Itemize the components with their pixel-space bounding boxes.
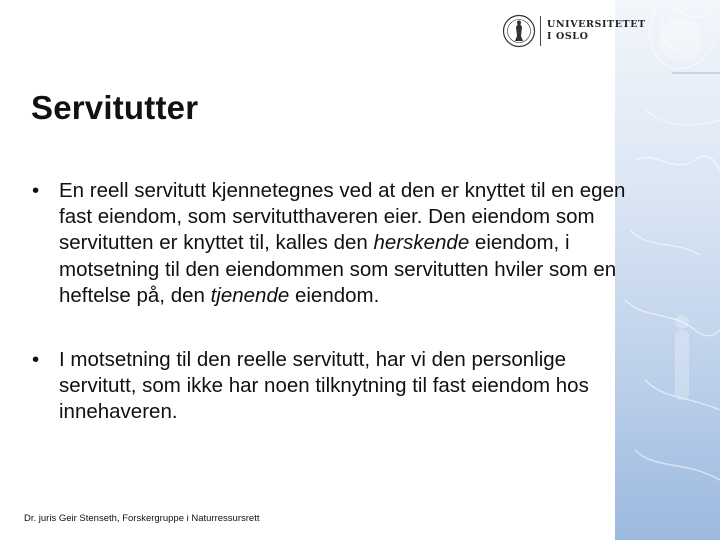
slide-footer: Dr. juris Geir Stenseth, Forskergruppe i Naturressursrett — [24, 513, 260, 524]
bullet-item-1 — [30, 178, 630, 309]
statue-illustration — [615, 0, 720, 540]
logo-divider — [540, 16, 541, 46]
header-divider — [672, 72, 720, 74]
logo-line-2: I OSLO — [547, 31, 589, 42]
logo-line-1: UNIVERSITETET — [547, 19, 646, 30]
bullet-mark: • — [32, 348, 40, 372]
university-seal-icon — [502, 14, 536, 48]
bullet-list — [30, 178, 630, 426]
bullet-1-text-part2: eiendom, i motsetning til den eiendommen som servitutten hviler som en heftelse på, den — [59, 231, 617, 307]
bullet-1-text-part3: eiendom. — [289, 283, 380, 307]
bullet-1-italic-tjenende: tjenende — [210, 283, 290, 307]
bullet-1-italic-herskende: herskende — [373, 231, 470, 255]
bullet-item-2 — [30, 347, 630, 426]
bullet-2-text: I motsetning til den reelle servitutt, har vi den personlige servitutt, som ikke har noen tilknytning til fast eiendom hos innehaveren. — [59, 348, 589, 424]
bullet-mark: • — [32, 179, 40, 202]
decorative-side-panel — [615, 0, 720, 540]
logo-text — [547, 19, 646, 43]
university-logo — [502, 14, 646, 48]
slide-title: Servitutter — [31, 89, 199, 126]
bullet-1-text-part1: En reell servitutt kjennetegnes ved at den er knyttet til en egen fast eiendom, som servitutthaveren eier. Den eiendom som servitutten er knyttet til, kalles den — [59, 179, 626, 255]
